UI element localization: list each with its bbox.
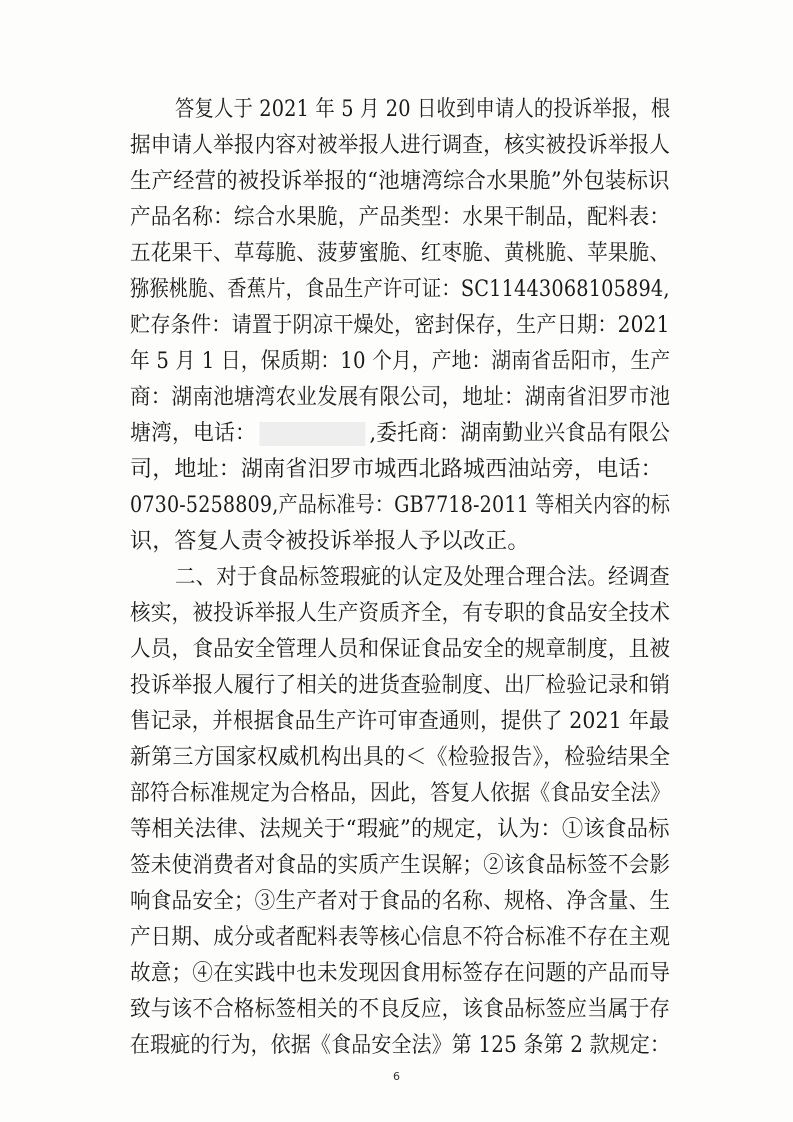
text-line: 响食品安全；③生产者对于食品的名称、规格、净含量、生 [130,889,671,914]
text-line: 人员，食品安全管理人员和保证食品安全的规章制度，且被 [130,637,671,662]
text-line: 致与该不合格标签相关的不良反应，该食品标签应当属于存 [130,997,671,1022]
text-line-with-redaction [130,419,670,449]
text-line: 部符合标准规定为合格品，因此，答复人依据《食品安全法》 [130,781,671,806]
text-line: 售记录，并根据食品生产许可审查通则，提供了 2021 年最 [130,709,670,734]
text-line: 产日期、成分或者配料表等核心信息不符合标准不存在主观 [130,925,671,950]
text-line: 识，答复人责令被投诉举报人予以改正。 [130,529,530,554]
text-line: 答复人于 2021 年 5 月 20 日收到申请人的投诉举报，根 [175,97,671,122]
redacted-phone [260,422,366,446]
text-line: 投诉举报人履行了相关的进货查验制度、出厂检验记录和销 [130,673,671,698]
text-segment: ,委托商：湖南勤业兴食品有限公 [369,421,671,446]
text-line: 猕猴桃脆、香蕉片，食品生产许可证：SC11443068105894, [130,277,670,302]
text-line: 五花果干、草莓脆、菠萝蜜脆、红枣脆、黄桃脆、苹果脆、 [130,241,671,266]
section-heading-line: 二、对于食品标签瑕疵的认定及处理合理合法。经调查 [175,565,670,590]
text-line: 据申请人举报内容对被举报人进行调查，核实被投诉举报人 [130,133,671,158]
text-segment: 塘湾，电话： [130,421,256,446]
text-line: 0730-5258809,产品标准号：GB7718-2011 等相关内容的标 [130,493,671,518]
text-line: 年 5 月 1 日，保质期：10 个月，产地：湖南省岳阳市，生产 [130,349,671,374]
text-line: 贮存条件：请置于阴凉干燥处，密封保存，生产日期：2021 [130,313,670,338]
text-line: 在瑕疵的行为，依据《食品安全法》第 125 条第 2 款规定： [130,1033,671,1058]
text-line: 新第三方国家权威机构出具的＜《检验报告》，检验结果全 [130,745,671,770]
text-line: 签未使消费者对食品的实质产生误解；②该食品标签不会影 [130,853,671,878]
text-line: 司，地址：湖南省汨罗市城西北路城西油站旁，电话： [130,457,663,482]
text-line: 等相关法律、法规关于“瑕疵”的规定，认为：①该食品标 [130,817,670,842]
text-line: 故意；④在实践中也未发现因食用标签存在问题的产品而导 [130,961,671,986]
page-number: 6 [393,1070,400,1083]
text-line: 核实，被投诉举报人生产资质齐全，有专职的食品安全技术 [130,601,671,626]
text-line: 商：湖南池塘湾农业发展有限公司，地址：湖南省汨罗市池 [130,385,671,410]
text-line: 生产经营的被投诉举报的“池塘湾综合水果脆”外包装标识 [130,169,670,194]
text-line: 产品名称：综合水果脆，产品类型：水果干制品，配料表： [130,205,671,230]
